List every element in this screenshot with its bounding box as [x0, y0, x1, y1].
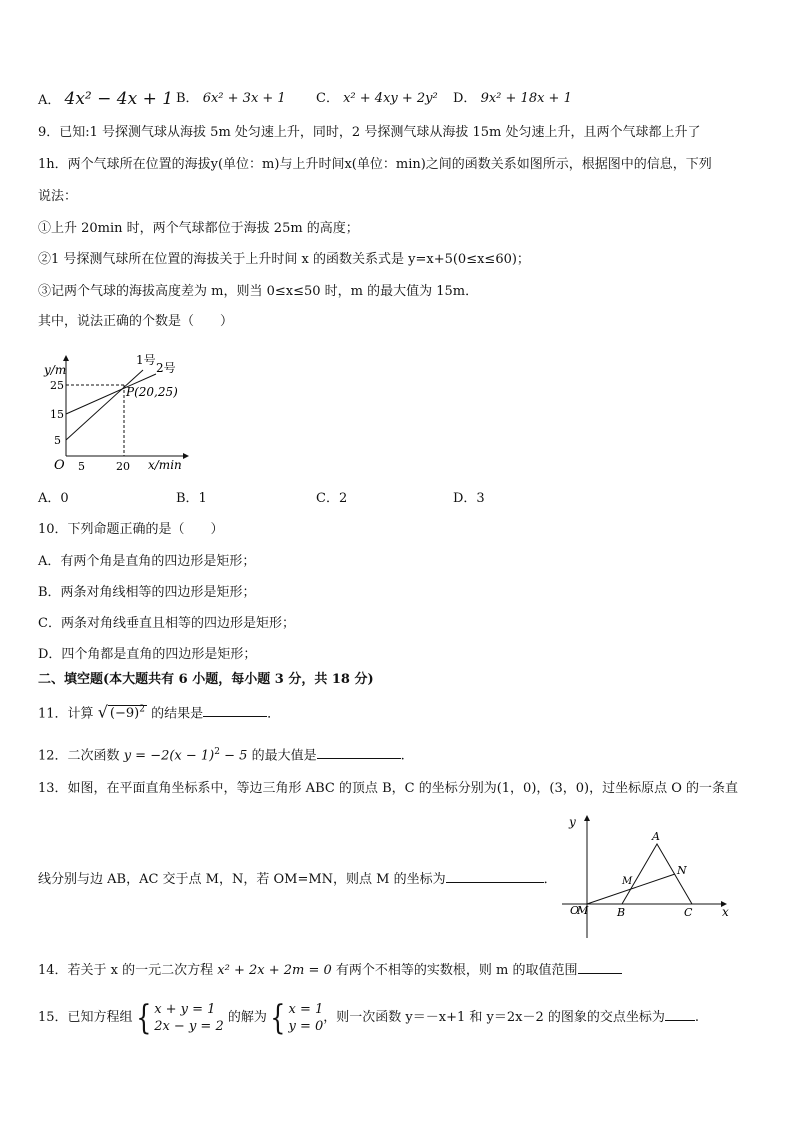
- q8-option-d-expr: 9x² + 18x + 1: [480, 91, 572, 106]
- q10-option-d: D．四个角都是直角的四边形是矩形；: [38, 647, 257, 662]
- q15-end: .: [694, 1010, 700, 1025]
- q9-line2: 1h．两个气球所在位置的海拔y(单位：m)与上升时间x(单位：min)之间的函数关系如图所示，根据图中的信息，下列: [38, 157, 712, 172]
- q9-line3: 说法：: [38, 189, 78, 204]
- q14: [38, 961, 622, 980]
- q9-statement-3: ③记两个气球的海拔高度差为 m，则当 0≤x≤50 时，m 的最大值为 15m．: [38, 284, 479, 299]
- q9-ytick-15: 15: [50, 408, 64, 421]
- q11-radicand-wrap: [108, 705, 147, 721]
- q11: [38, 701, 280, 723]
- q13-y-label: y: [569, 815, 576, 829]
- q11-end: ．: [267, 706, 281, 722]
- q15-eq2: 2x − y = 2: [154, 1018, 224, 1034]
- q13-line2: [38, 870, 557, 889]
- q15-solution: [289, 1001, 324, 1035]
- q9-statement-2: ②1 号探测气球所在位置的海拔关于上升时间 x 的函数关系式是 y=x+5(0≤x≤60)；: [38, 252, 530, 267]
- left-brace-icon: {: [270, 997, 286, 1038]
- q15: [38, 997, 700, 1038]
- q9-option-a: A．0: [38, 491, 69, 506]
- q12-exp: 2: [214, 747, 220, 757]
- q10-stem: 10．下列命题正确的是（ ）: [38, 522, 224, 537]
- q8-option-b-label: B．: [176, 91, 199, 106]
- q12-pre: 12．二次函数: [38, 748, 124, 764]
- q15-answer-blank[interactable]: [665, 1008, 695, 1021]
- section-2-heading: 二、填空题(本大题共有 6 小题，每小题 3 分，共 18 分): [38, 672, 374, 687]
- q13-line1: 13．如图，在平面直角坐标系中，等边三角形 ABC 的顶点 B，C 的坐标分别为(1，0)，(3，0)，过坐标原点 O 的一条直: [38, 781, 738, 796]
- q8-option-a: [38, 90, 173, 110]
- q8-option-c-label: C．: [316, 91, 339, 106]
- q12-answer-blank[interactable]: [317, 746, 401, 759]
- q8-option-b: [176, 90, 286, 108]
- q9-origin: O: [54, 458, 65, 473]
- sqrt-icon: √: [97, 702, 108, 722]
- q14-eq: x² + 2x + 2m = 0: [217, 963, 332, 978]
- q9-x-label: x/min: [148, 458, 182, 472]
- q9-line1-label: 1号: [136, 353, 156, 367]
- q9-y-label: y/m: [44, 363, 67, 377]
- q10-option-b: B．两条对角线相等的四边形是矩形；: [38, 585, 256, 600]
- q14-post: 有两个不相等的实数根，则 m 的取值范围: [331, 963, 578, 978]
- q13-line2-text: 线分别与边 AB，AC 交于点 M，N，若 OM=MN，则点 M 的坐标为: [38, 872, 446, 887]
- q13-x-label: x: [722, 905, 729, 919]
- q12: [38, 743, 405, 765]
- q11-exp: 2: [139, 705, 145, 715]
- q14-answer-blank[interactable]: [578, 961, 622, 974]
- q11-pre: 11．计算: [38, 706, 98, 722]
- q9-ytick-25: 25: [50, 379, 64, 392]
- q13-m-label-origin: M: [577, 904, 589, 917]
- q11-post: 的结果是: [146, 706, 204, 722]
- q8-option-d-label: D．: [453, 91, 477, 106]
- q9-option-d: D．3: [453, 491, 485, 506]
- q8-option-c-expr: x² + 4xy + 2y²: [343, 91, 438, 106]
- left-brace-icon: {: [135, 997, 151, 1038]
- q9-question: 其中，说法正确的个数是（ ）: [38, 314, 234, 329]
- q9-option-c: C．2: [316, 491, 348, 506]
- q13-b-label: B: [617, 906, 626, 919]
- q15-mid: 的解为: [223, 1010, 267, 1025]
- q13-end: ．: [543, 872, 557, 887]
- q13-origin-label: O: [570, 904, 580, 917]
- q13-answer-blank[interactable]: [446, 870, 544, 883]
- q11-answer-blank[interactable]: [203, 704, 267, 717]
- q13-m-label: M: [622, 876, 633, 887]
- q12-post: 的最大值是: [247, 748, 317, 764]
- q9-xtick-20: 20: [116, 460, 130, 473]
- q15-post: ，则一次函数 y＝－x+1 和 y＝2x－2 的图象的交点坐标为: [323, 1010, 665, 1025]
- q14-pre: 14．若关于 x 的一元二次方程: [38, 963, 218, 978]
- q8-option-a-expr: 4x² − 4x + 1: [64, 89, 174, 109]
- q15-eq1: x + y = 1: [154, 1001, 216, 1017]
- q9-line-1: [66, 370, 143, 440]
- q9-line2-label: 2号: [156, 361, 176, 375]
- q8-option-a-label: A．: [38, 93, 61, 108]
- q9-line1: 9．已知:1 号探测气球从海拔 5m 处匀速上升，同时，2 号探测气球从海拔 15m 处匀速上升，且两个气球都上升了: [38, 125, 701, 140]
- q13-c-label: C: [684, 906, 693, 919]
- q9-option-b: B．1: [176, 491, 207, 506]
- q9-xtick-5: 5: [78, 460, 85, 473]
- q10-option-a: A．有两个角是直角的四边形是矩形；: [38, 554, 256, 569]
- q15-pre: 15．已知方程组: [38, 1010, 133, 1025]
- q9-ytick-5: 5: [54, 434, 61, 447]
- q11-radicand: (−9): [109, 706, 140, 722]
- q13-a-label: A: [652, 830, 660, 843]
- q8-option-b-expr: 6x² + 3x + 1: [202, 91, 286, 106]
- q9-point-label: P(20,25): [126, 385, 178, 399]
- q10-option-c: C．两条对角线垂直且相等的四边形是矩形；: [38, 616, 295, 631]
- q13-n-label: N: [677, 864, 687, 877]
- q12-expr2: − 5: [220, 748, 248, 764]
- q9-graph: [38, 348, 198, 478]
- q13-figure: [560, 810, 738, 942]
- q8-option-d: [453, 90, 572, 108]
- q12-end: .: [400, 748, 405, 764]
- q8-option-c: [316, 90, 438, 108]
- q15-sol1: x = 1: [288, 1001, 324, 1017]
- q9-statement-1: ①上升 20min 时，两个气球都位于海拔 25m 的高度；: [38, 221, 359, 236]
- q15-sol2: y = 0: [288, 1018, 324, 1034]
- q12-expr: y = −2(x − 1): [123, 748, 215, 764]
- q15-system: [154, 1001, 224, 1035]
